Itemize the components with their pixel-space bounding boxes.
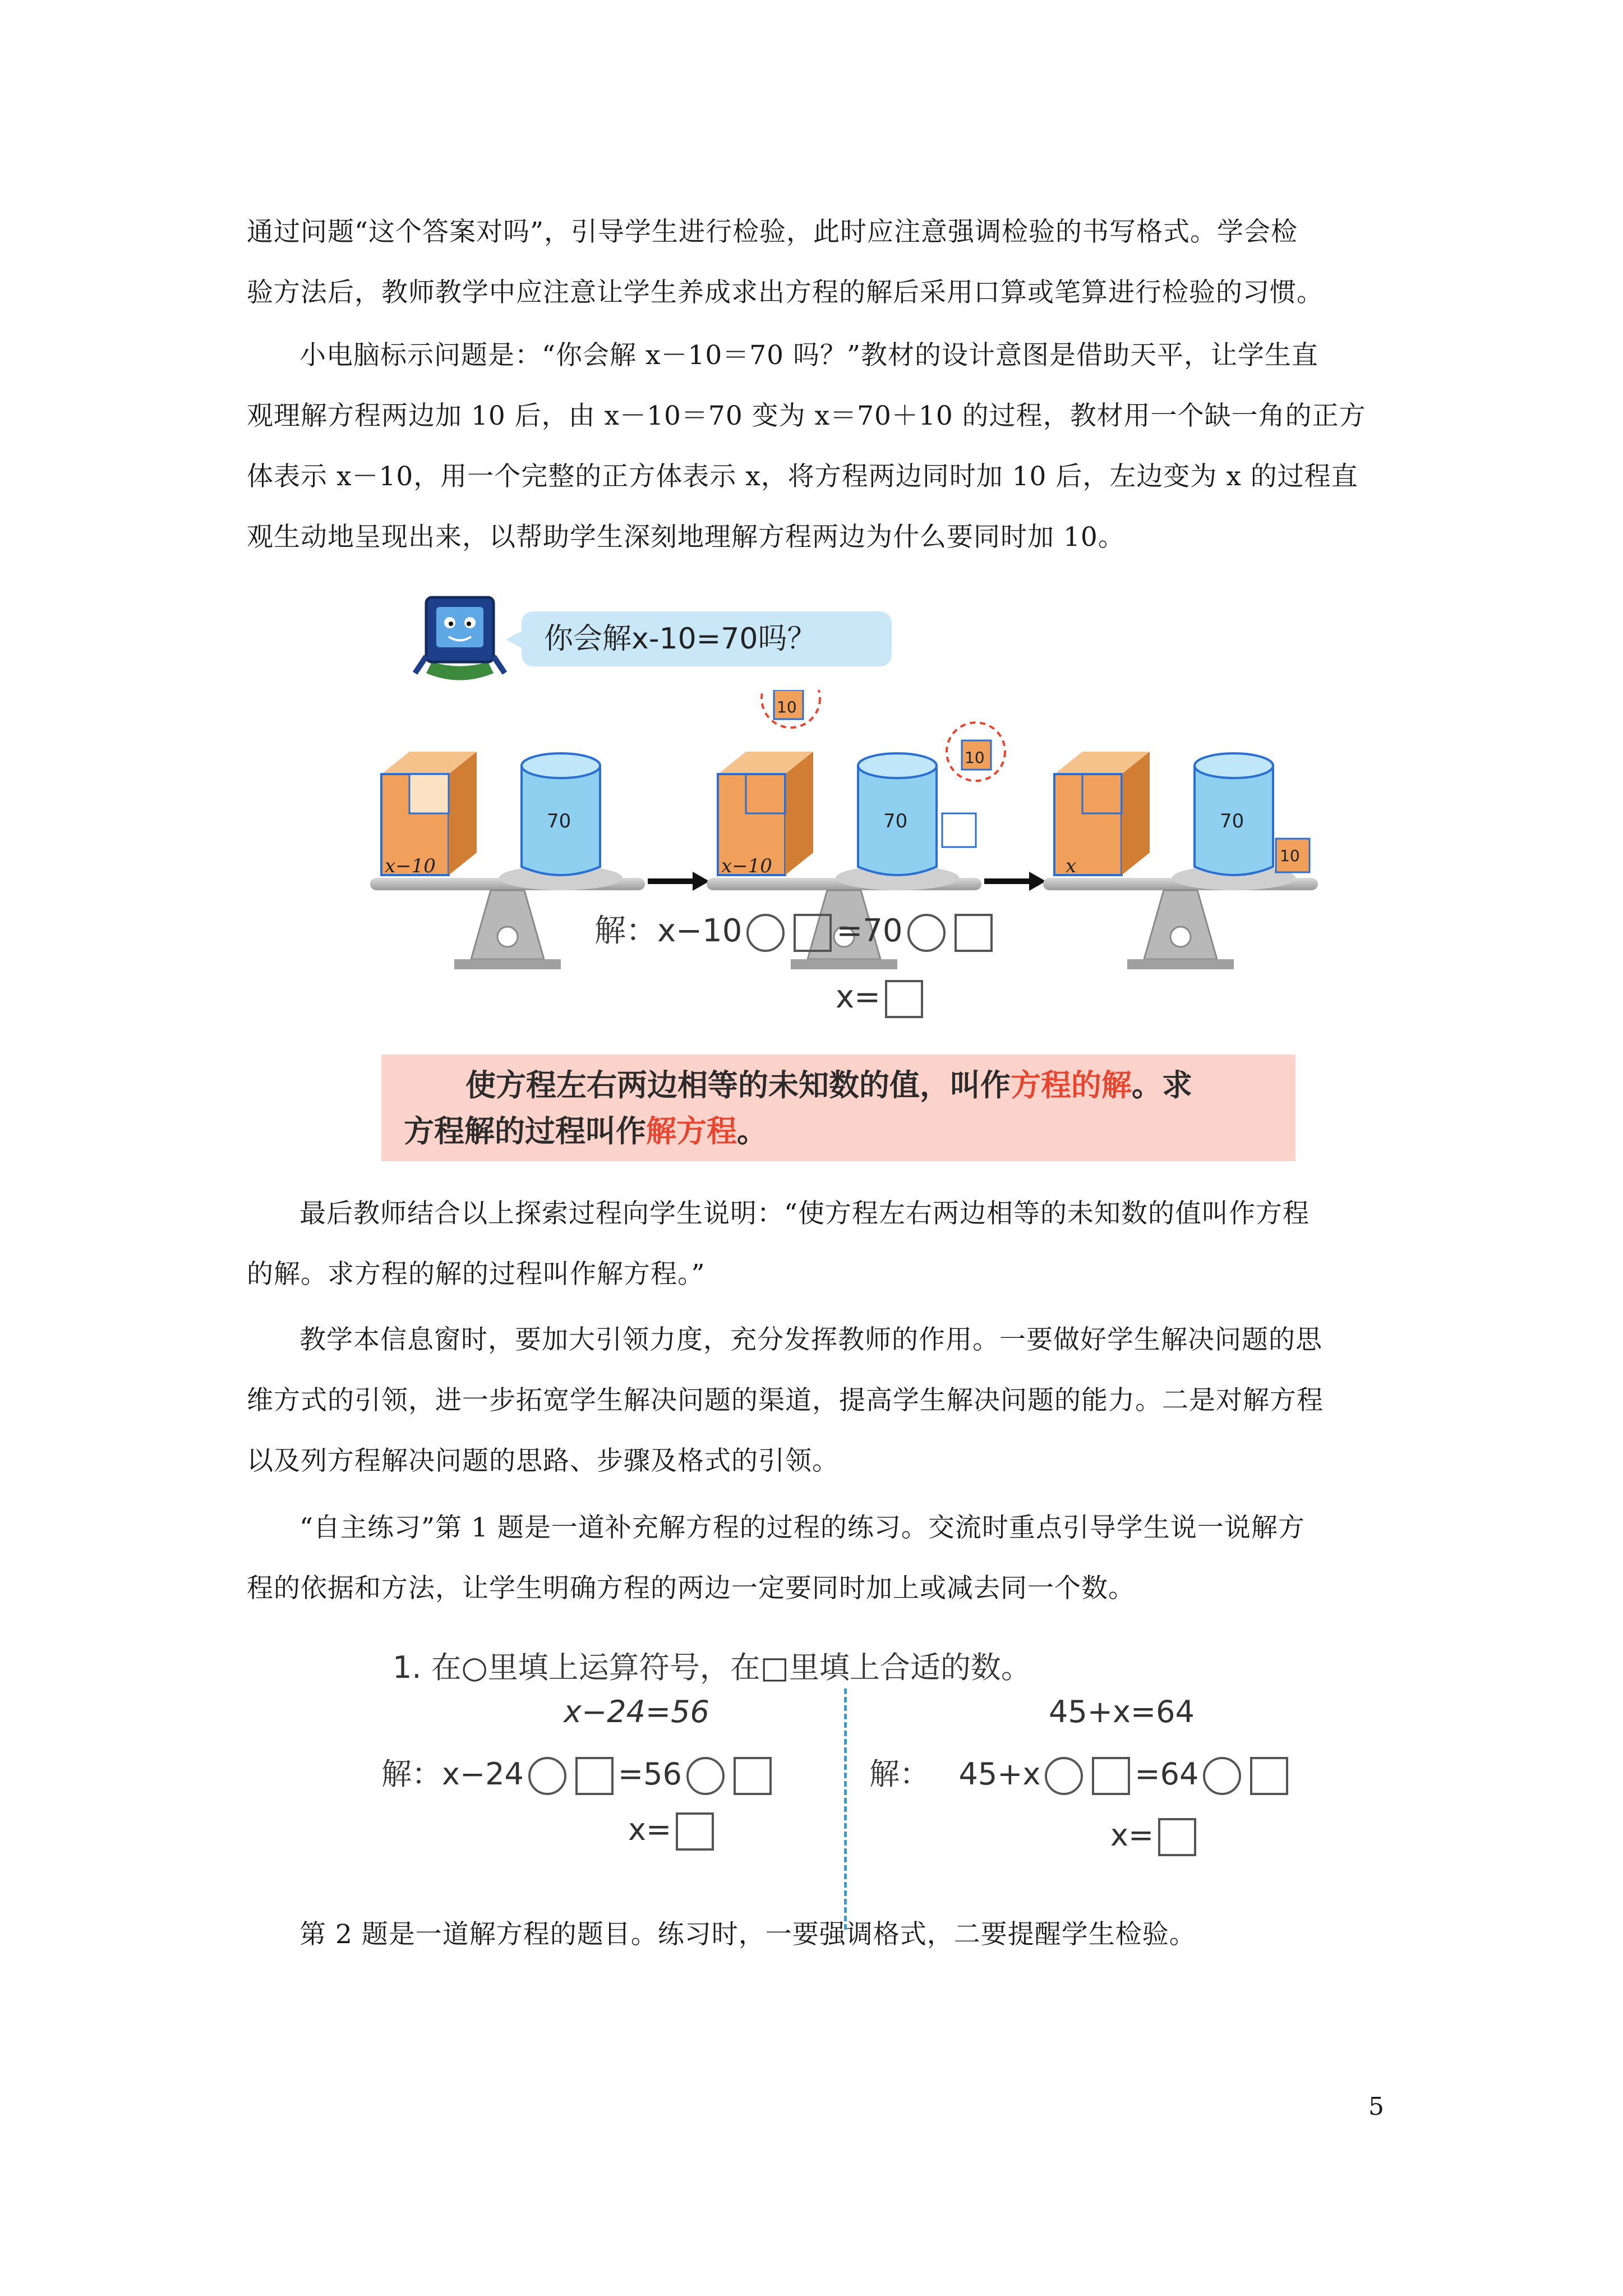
left-solve-line [381,1750,776,1795]
term-solve-equation: 解方程 [646,1114,737,1149]
page-number: 5 [1368,2092,1384,2121]
solve-line-2 [836,979,928,1018]
definition-text: 。 [737,1114,767,1149]
operator-circle [746,914,785,952]
operator-circle [1045,1757,1083,1795]
paragraph-line: 以及列方程解决问题的思路、步骤及格式的引领。 [247,1446,839,1476]
solve-x: x= [1110,1818,1154,1853]
solve-mid: =70 [836,913,903,949]
solve-x: x= [836,979,881,1015]
definition-text: 。求 [1132,1068,1192,1103]
paragraph-6 [247,1904,1380,1965]
paragraph-line: 维方式的引领，进一步拓宽学生解决问题的渠道，提高学生解决问题的能力。二是对解方程 [247,1385,1324,1416]
right-equation: 45+x=64 [1049,1694,1195,1729]
speech-bubble: 你会解x-10=70吗？ [522,611,892,666]
cube-label: x−10 [721,855,772,877]
small-cube-label: 10 [1280,846,1300,865]
paragraph-line: 小电脑标示问题是：“你会解 x－10＝70 吗？”教材的设计意图是借助天平，让学生直 [299,340,1319,371]
paragraph-line: 第 2 题是一道解方程的题目。练习时，一要强调格式，二要提醒学生检验。 [299,1919,1196,1950]
paragraph-line: “自主练习”第 1 题是一道补充解方程的过程的练习。交流时重点引导学生说一说解方 [299,1512,1305,1543]
paragraph-line: 的解。求方程的解的过程叫作解方程。” [247,1259,706,1290]
paragraph-1 [247,202,1380,323]
small-cube-label: 10 [965,748,985,767]
paragraph-line: 通过问题“这个答案对吗”，引导学生进行检验，此时应注意强调检验的书写格式。学会检 [247,217,1298,247]
solve-prefix: 解：x−10 [594,913,743,949]
number-square [734,1757,772,1795]
paragraph-2 [247,325,1380,568]
definition-text: 使方程左右两边相等的未知数的值，叫作 [465,1068,1011,1103]
number-square [676,1812,714,1851]
cylinder-label: 70 [883,810,908,832]
cylinder-label: 70 [547,810,571,832]
operator-circle [528,1757,566,1795]
paragraph-5 [247,1498,1380,1619]
number-square [1250,1757,1288,1795]
paragraph-3 [247,1184,1380,1305]
definition-box [381,1055,1295,1161]
paragraph-line: 最后教师结合以上探索过程向学生说明：“使方程左右两边相等的未知数的值叫作方程 [299,1198,1310,1229]
number-square [794,914,832,952]
number-square [885,980,923,1018]
operator-circle [686,1757,725,1795]
number-square [955,914,993,952]
right-x-line [1110,1818,1201,1856]
number-square [1158,1818,1196,1856]
number-square [1092,1757,1130,1795]
arrow-icon [984,872,1046,891]
solve-prefix: 45+x [958,1756,1041,1792]
left-x-line [628,1812,718,1851]
solve-mid: =64 [1135,1756,1199,1792]
definition-text: 方程解的过程叫作 [404,1114,646,1149]
paragraph-line: 观生动地呈现出来，以帮助学生深刻地理解方程两边为什么要同时加 10。 [247,522,1125,553]
operator-circle [907,914,946,952]
cube-label: x−10 [385,855,436,877]
paragraph-4 [247,1310,1380,1492]
divider-line [844,1688,847,1930]
solve-prefix: 解：x−24 [381,1756,524,1792]
left-equation: x−24=56 [564,1694,709,1729]
number-square [575,1757,614,1795]
balance-scale-3 [1043,752,1318,969]
definition-line-1 [404,1062,1273,1108]
computer-mascot-icon [404,589,516,690]
solve-line-1 [594,906,997,952]
solve-label: 解： [869,1756,930,1792]
arrow-icon [648,872,709,891]
paragraph-line: 体表示 x－10，用一个完整的正方体表示 x，将方程两边同时加 10 后，左边变为 x 的过程直 [247,461,1358,492]
exercise-title: 1. 在○里填上运算符号，在□里填上合适的数。 [393,1650,1031,1685]
paragraph-line: 验方法后，教师教学中应注意让学生养成求出方程的解后采用口算或笔算进行检验的习惯。 [247,277,1324,308]
paragraph-line: 程的依据和方法，让学生明确方程的两边一定要同时加上或减去同一个数。 [247,1573,1135,1604]
definition-line-2 [404,1108,1273,1154]
small-cube-label: 10 [777,698,797,716]
term-solution: 方程的解 [1011,1068,1132,1103]
cube-label: x [1066,855,1077,877]
operator-circle [1203,1757,1241,1795]
solve-x: x= [628,1812,672,1847]
solve-mid: =56 [617,1756,682,1792]
paragraph-line: 教学本信息窗时，要加大引领力度，充分发挥教师的作用。一要做好学生解决问题的思 [299,1324,1322,1355]
cylinder-label: 70 [1220,810,1244,832]
paragraph-line: 观理解方程两边加 10 后，由 x－10＝70 变为 x＝70＋10 的过程，教材用一个缺一角的正方 [247,401,1366,431]
right-solve-line [869,1750,1293,1795]
exercise-figure [381,1644,1312,1890]
